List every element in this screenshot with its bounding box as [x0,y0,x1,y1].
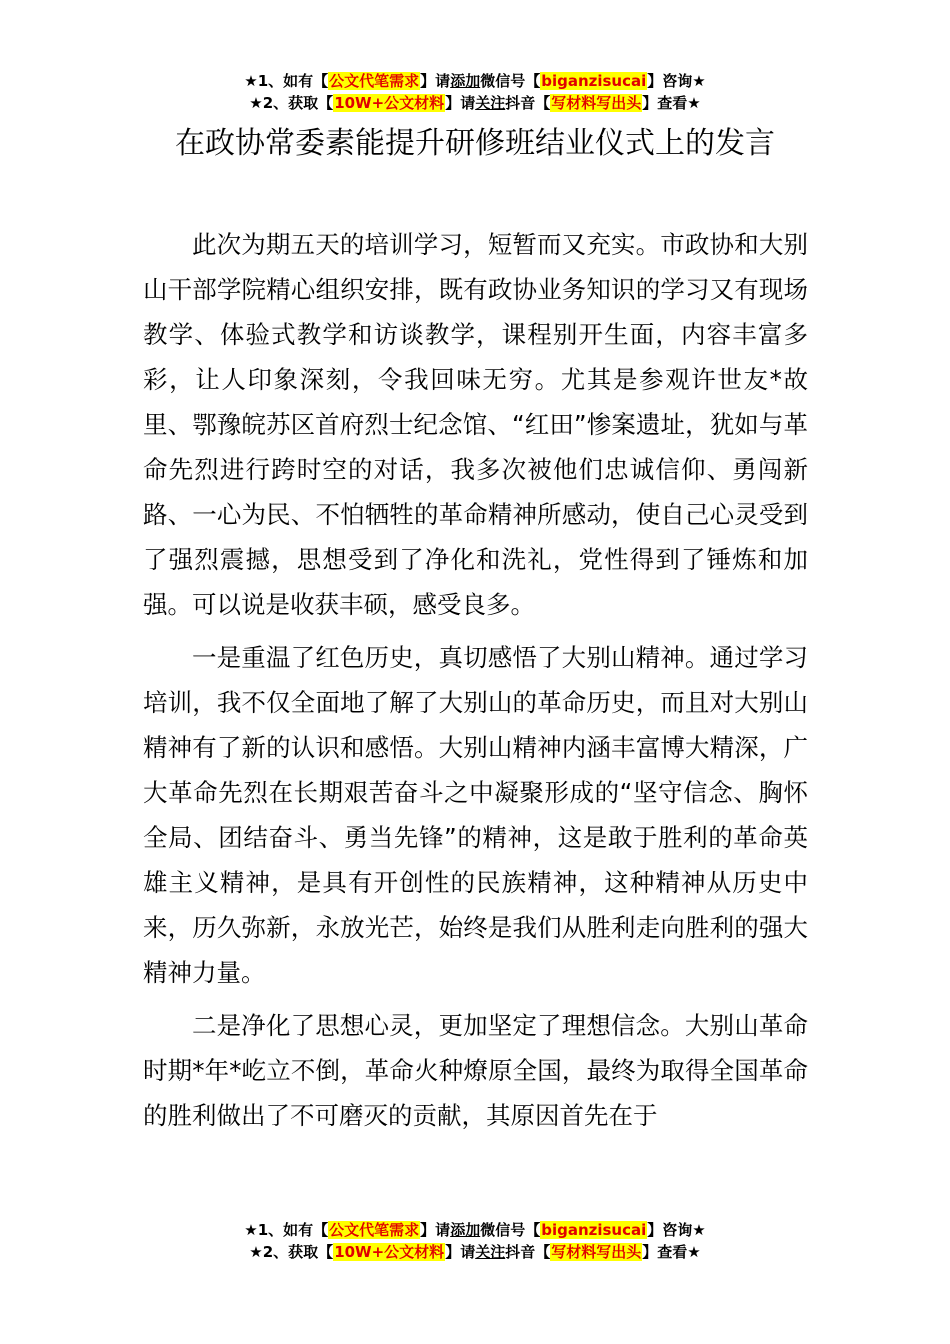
promo-text: 微信号【 [480,72,541,90]
header-promo-banner [0,70,950,114]
promo-highlight: 公文代笔需求 [329,1221,420,1239]
promo-line-1 [0,1219,950,1241]
promo-line-1 [0,70,950,92]
promo-text: ★2、获取【 [249,1243,334,1261]
promo-emphasis: 添加 [450,72,481,90]
promo-highlight: 公文代笔需求 [329,72,420,90]
promo-text: 】咨询★ [647,1221,706,1239]
promo-text: 】查看★ [642,94,701,112]
document-title: 在政协常委素能提升研修班结业仪式上的发言 [175,126,775,161]
promo-wechat-id: biganzisucai [541,72,647,90]
promo-emphasis: 添加 [450,1221,481,1239]
promo-text: 】请 [420,1221,451,1239]
promo-text: ★1、如有【 [244,1221,329,1239]
promo-douyin-id: 写材料写出头 [551,94,642,112]
promo-text: ★1、如有【 [244,72,329,90]
promo-text: 微信号【 [480,1221,541,1239]
promo-line-2 [0,92,950,114]
promo-text: ★2、获取【 [249,94,334,112]
footer-promo-banner [0,1219,950,1263]
paragraph: 二是净化了思想心灵，更加坚定了理想信念。大别山革命时期*年*屹立不倒，革命火种燎原全国，最终为取得全国革命的胜利做出了不可磨灭的贡献，其原因首先在于 [143,1011,808,1130]
promo-douyin-id: 写材料写出头 [551,1243,642,1261]
promo-text: 】咨询★ [647,72,706,90]
promo-text: 】请 [420,72,451,90]
promo-text: 抖音【 [505,94,551,112]
promo-emphasis: 关注 [475,94,506,112]
promo-highlight: 10W+公文材料 [334,1243,445,1261]
promo-emphasis: 关注 [475,1243,506,1261]
promo-wechat-id: biganzisucai [541,1221,647,1239]
document-body [143,222,808,1146]
promo-text: 】查看★ [642,1243,701,1261]
paragraph: 此次为期五天的培训学习，短暂而又充实。市政协和大别山干部学院精心组织安排，既有政协业务知识的学习又有现场教学、体验式教学和访谈教学，课程别开生面，内容丰富多彩，让人印象深刻，令我回味无穷。尤其是参观许世友*故里、鄂豫皖苏区首府烈士纪念馆、“红田”惨案遗址，犹如与革命先烈进行跨时空的对话，我多次被他们忠诚信仰、勇闯新路、一心为民、不怕牺牲的革命精神所感动，使自己心灵受到了强烈震撼，思想受到了净化和洗礼，党性得到了锤炼和加强。可以说是收获丰硕，感受良多。 [143,230,808,619]
promo-text: 抖音【 [505,1243,551,1261]
promo-text: 】请 [445,94,476,112]
promo-line-2 [0,1241,950,1263]
paragraph: 一是重温了红色历史，真切感悟了大别山精神。通过学习培训，我不仅全面地了解了大别山的革命历史，而且对大别山精神有了新的认识和感悟。大别山精神内涵丰富博大精深，广大革命先烈在长期艰苦奋斗之中凝聚形成的“坚守信念、胸怀全局、团结奋斗、勇当先锋”的精神，这是敢于胜利的革命英雄主义精神，是具有开创性的民族精神，这种精神从历史中来，历久弥新，永放光芒，始终是我们从胜利走向胜利的强大精神力量。 [143,643,808,987]
promo-highlight: 10W+公文材料 [334,94,445,112]
promo-text: 】请 [445,1243,476,1261]
